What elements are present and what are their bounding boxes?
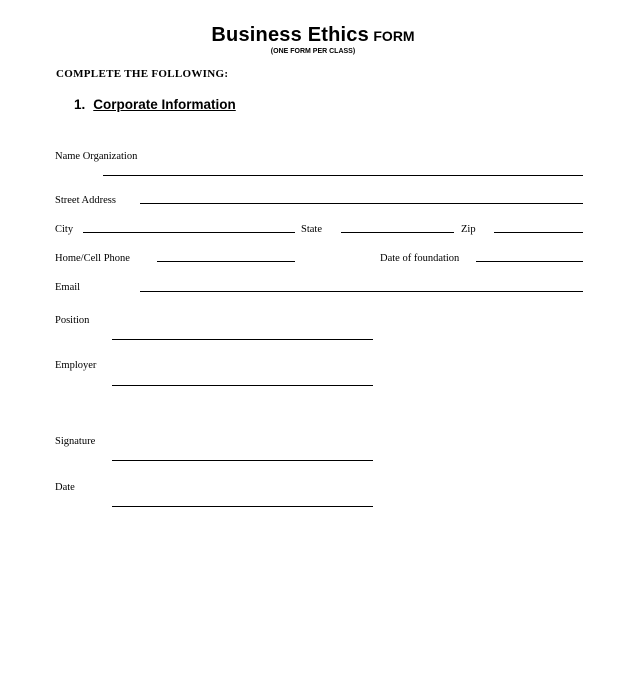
signature-label: Signature (55, 436, 96, 447)
employer-field[interactable] (112, 385, 373, 386)
city-field[interactable] (83, 232, 295, 233)
form-subtitle: (ONE FORM PER CLASS) (270, 48, 356, 55)
form-title-suffix: FORM (373, 28, 415, 44)
form-title-main: Business Ethics (211, 24, 369, 46)
section-number: 1. (74, 97, 86, 112)
name-organization-field[interactable] (103, 175, 583, 176)
state-field[interactable] (341, 232, 454, 233)
date-label: Date (55, 482, 75, 493)
section-title: Corporate Information (93, 97, 236, 112)
form-title (0, 24, 626, 47)
instruction-text: COMPLETE THE FOLLOWING: (56, 68, 229, 80)
email-field[interactable] (140, 291, 583, 292)
zip-label: Zip (461, 224, 476, 235)
position-label: Position (55, 315, 90, 326)
phone-label: Home/Cell Phone (55, 253, 130, 264)
state-label: State (301, 224, 322, 235)
zip-field[interactable] (494, 232, 583, 233)
position-field[interactable] (112, 339, 373, 340)
name-organization-label: Name Organization (55, 151, 138, 162)
employer-label: Employer (55, 360, 97, 371)
city-label: City (55, 224, 74, 235)
signature-field[interactable] (112, 460, 373, 461)
section-heading (74, 97, 236, 112)
date-of-foundation-label: Date of foundation (380, 253, 460, 264)
street-address-field[interactable] (140, 203, 583, 204)
email-label: Email (55, 282, 81, 293)
date-of-foundation-field[interactable] (476, 261, 583, 262)
phone-field[interactable] (157, 261, 295, 262)
date-field[interactable] (112, 506, 373, 507)
street-address-label: Street Address (55, 195, 116, 206)
